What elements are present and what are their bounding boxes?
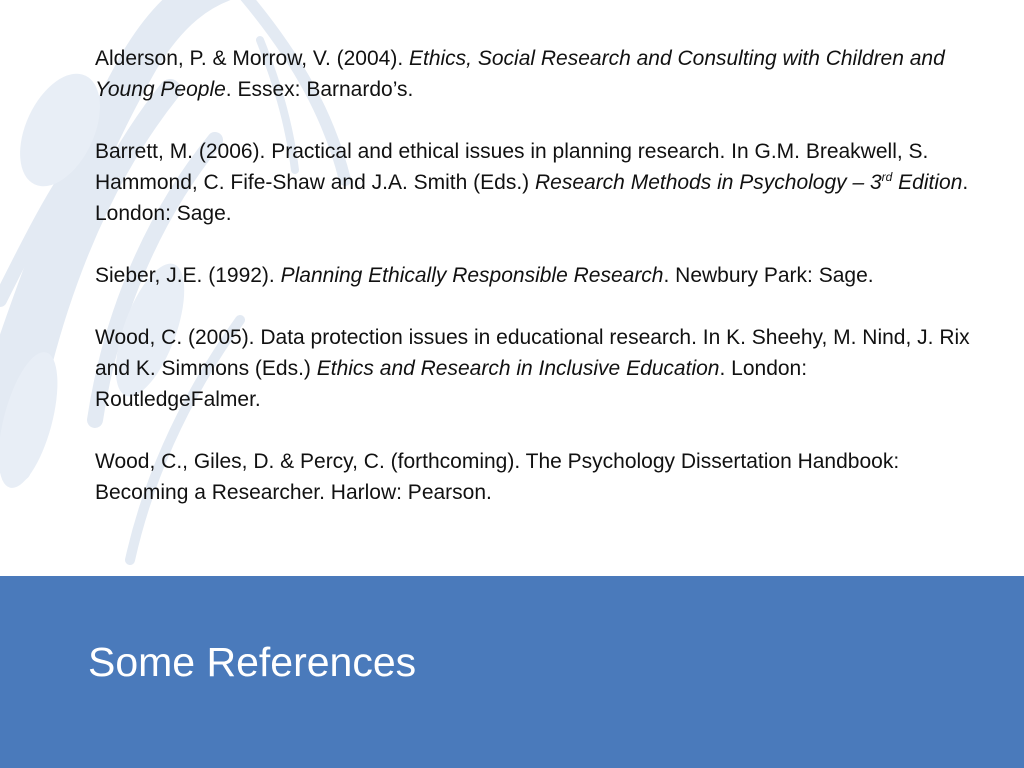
- reference-list: [95, 43, 975, 539]
- reference-text: Sieber, J.E. (1992).: [95, 264, 281, 287]
- slide-title: Some References: [88, 639, 417, 685]
- reference-text: . London: Sage.: [95, 171, 969, 225]
- reference-text: . Newbury Park: Sage.: [663, 264, 874, 287]
- reference-title: Ethics, Social Research and Consulting with Children and Young People: [95, 47, 945, 101]
- reference-item: [95, 260, 975, 291]
- reference-text: Alderson, P. & Morrow, V. (2004).: [95, 47, 409, 70]
- reference-item: [95, 43, 975, 105]
- reference-item: [95, 322, 975, 415]
- reference-text: Barrett, M. (2006). Practical and ethical issues in planning research. In G.M. Breakwell, S. Hammond, C. Fife-Shaw and J.A. Smith (Eds.): [95, 140, 929, 194]
- reference-text: Wood, C., Giles, D. & Percy, C. (forthcoming). The Psychology Dissertation Handbook: Becoming a Researcher. Harlow: Pearson.: [95, 450, 900, 504]
- reference-title: Planning Ethically Responsible Research: [280, 264, 664, 287]
- reference-title: Edition: [892, 171, 963, 194]
- reference-title-superscript: rd: [881, 170, 893, 184]
- reference-item: [95, 136, 975, 229]
- reference-text: . Essex: Barnardo’s.: [225, 78, 414, 101]
- reference-title: Research Methods in Psychology – 3: [534, 171, 882, 194]
- reference-title: Ethics and Research in Inclusive Education: [316, 357, 720, 380]
- reference-text: . London: RoutledgeFalmer.: [95, 357, 808, 411]
- reference-text: Wood, C. (2005). Data protection issues in educational research. In K. Sheehy, M. Nind, J. Rix and K. Simmons (Eds.): [95, 326, 970, 380]
- reference-item: [95, 446, 975, 508]
